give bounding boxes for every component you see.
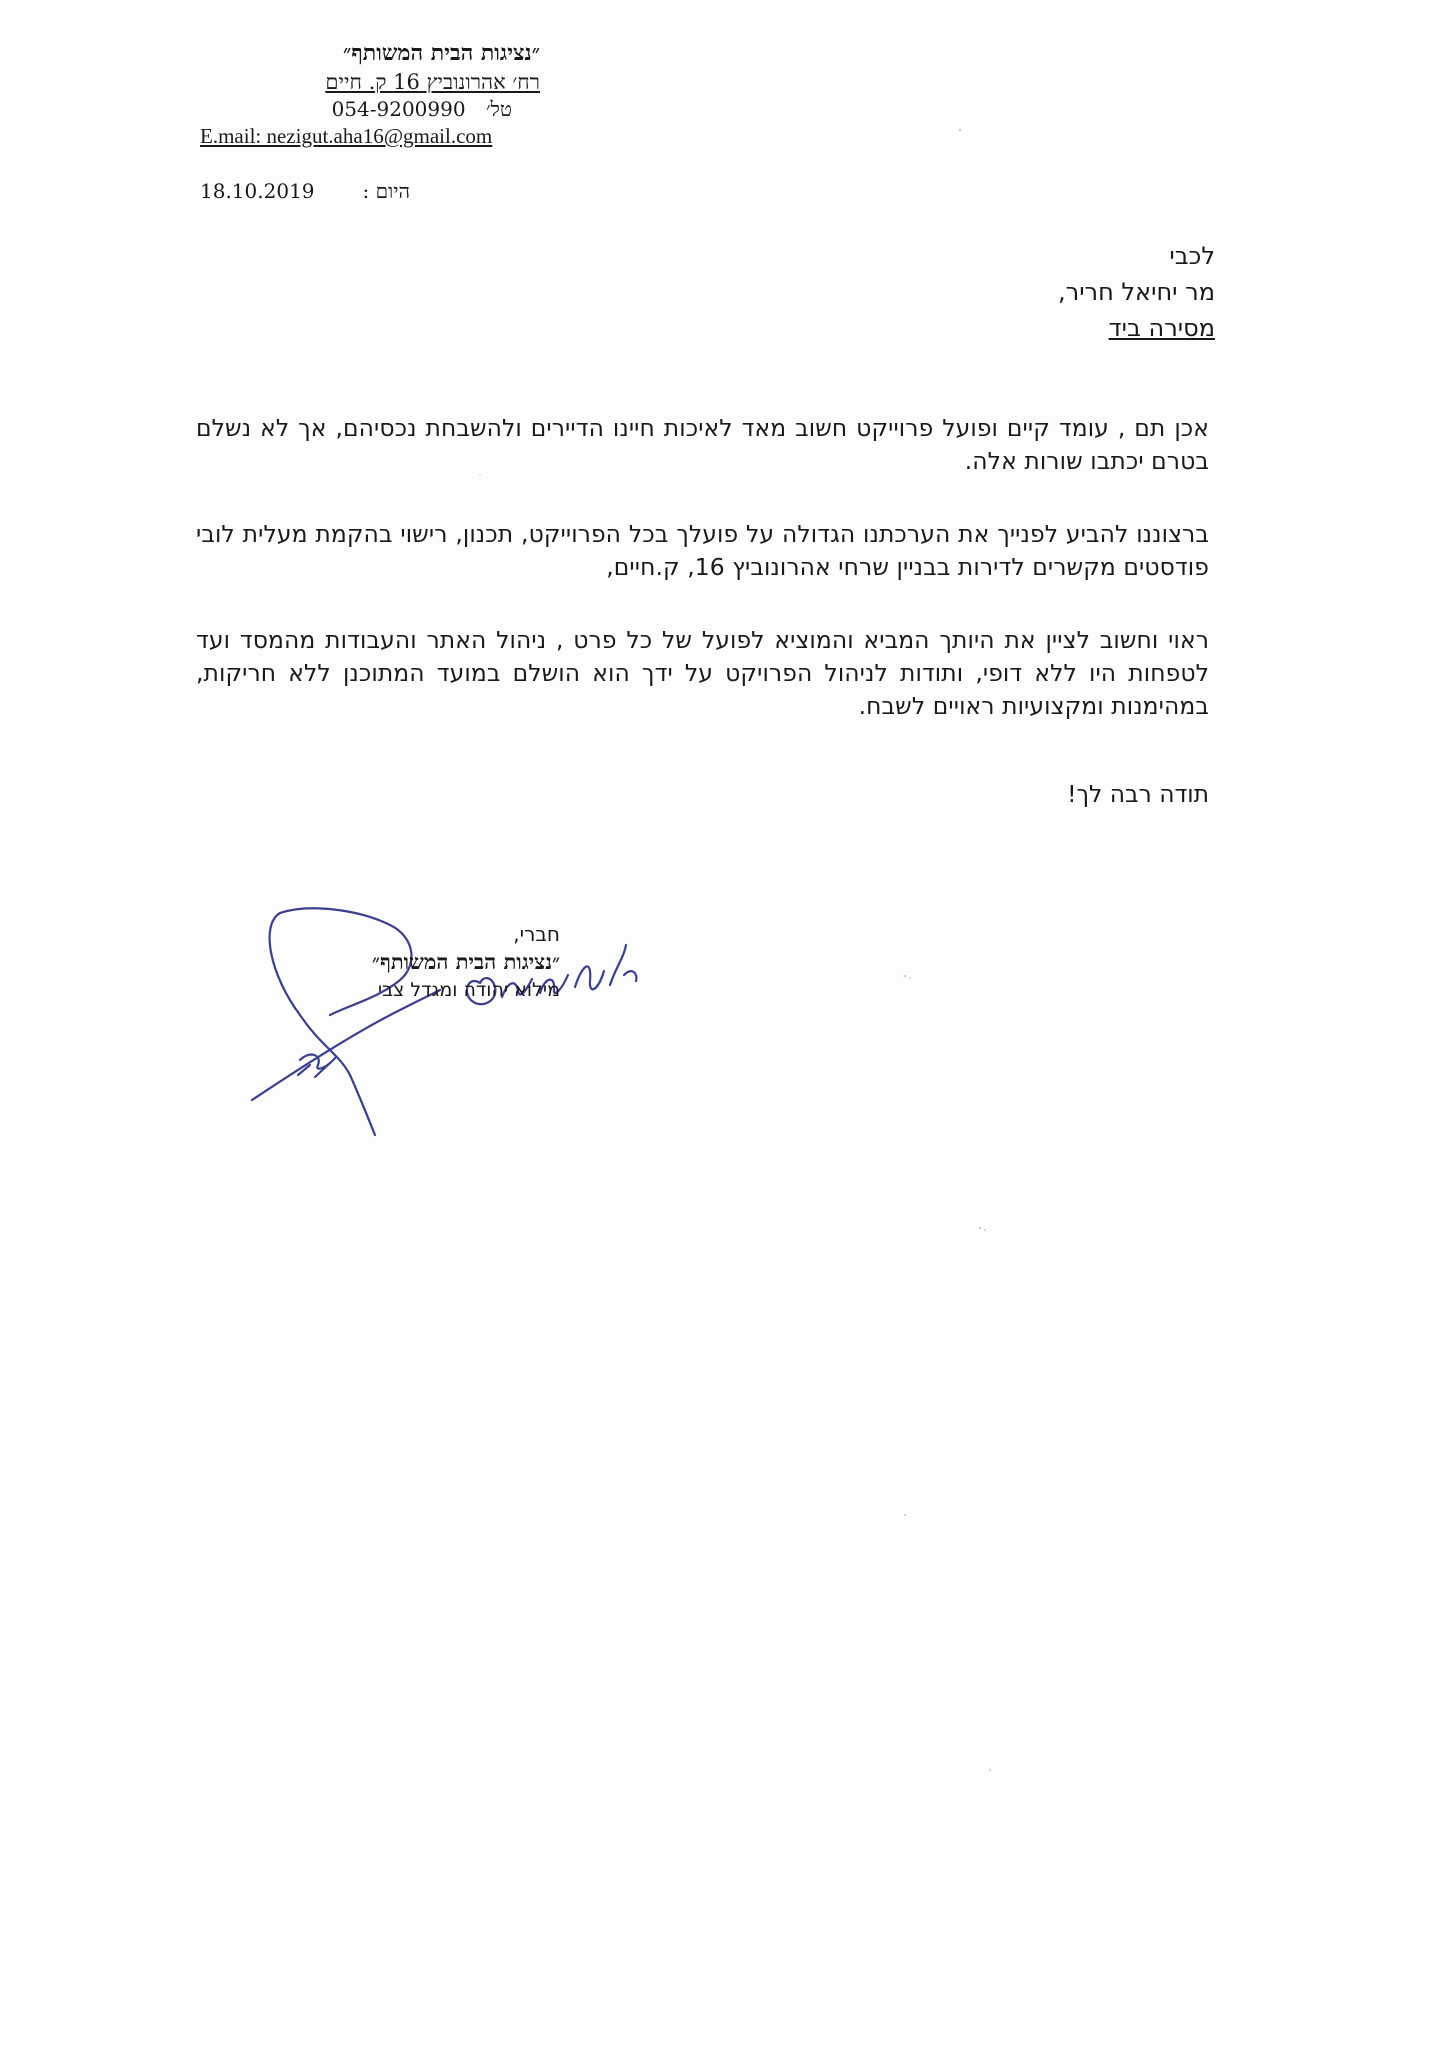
thanks-line: תודה רבה לך! (1067, 780, 1209, 808)
signoff-block (270, 920, 560, 1004)
date-value: 18.10.2019 (200, 179, 315, 203)
phone-label: טל׳ (485, 97, 512, 121)
recipient-block (815, 238, 1215, 346)
letterhead-org-name: ״נציגות הבית המשותף״ (343, 40, 540, 66)
body-paragraph-1: אכן תם , עומד קיים ופועל פרוייקט חשוב מאד לאיכות חיינו הדיירים ולהשבחת נכסיהם, אך לא נשלם בטרם יכתבו שורות אלה. (196, 414, 1209, 475)
recipient-name: מר יחיאל חריר, (1058, 278, 1215, 306)
phone-number: 054-9200990 (331, 97, 466, 121)
delivery-note: מסירה ביד (1108, 314, 1215, 342)
body-paragraph-2: ברצוננו להביע לפנייך את הערכתנו הגדולה על פועלך בכל הפרוייקט, תכנון, רישוי בהקמת מעלית לובי פודסטים מקשרים לדירות בבניין שרחי אהרונוביץ 16, ק.חיים, (196, 520, 1209, 581)
body-paragraph-3: ראוי וחשוב לציין את היותך המביא והמוציא לפועל של כל פרט , ניהול האתר והעבודות מהמסד ועד לטפחות היו ללא דופי, ותודות לניהול הפרויקט על ידך הוא הושלם במועד המתוכנן ללא חריקות, במהימנות ומקצועיות ראויים לשבח. (196, 626, 1209, 720)
letter-body (196, 412, 1209, 763)
signoff-signers: מילוא יהודה ומגדל צבי (377, 979, 560, 1001)
letterhead-email: E.mail: nezigut.aha16@gmail.com (200, 124, 493, 148)
recipient-salutation: לכבי (1169, 242, 1215, 270)
letterhead-phone (200, 96, 540, 122)
date-line (200, 178, 410, 204)
signoff-regards: חברי, (513, 922, 560, 946)
letterhead-address: רח׳ אהרונוביץ 16 ק. חיים (325, 70, 540, 94)
letterhead (200, 38, 540, 150)
date-label: היום : (362, 179, 410, 203)
signoff-org-name: ״נציגות הבית המשותף״ (372, 949, 560, 974)
